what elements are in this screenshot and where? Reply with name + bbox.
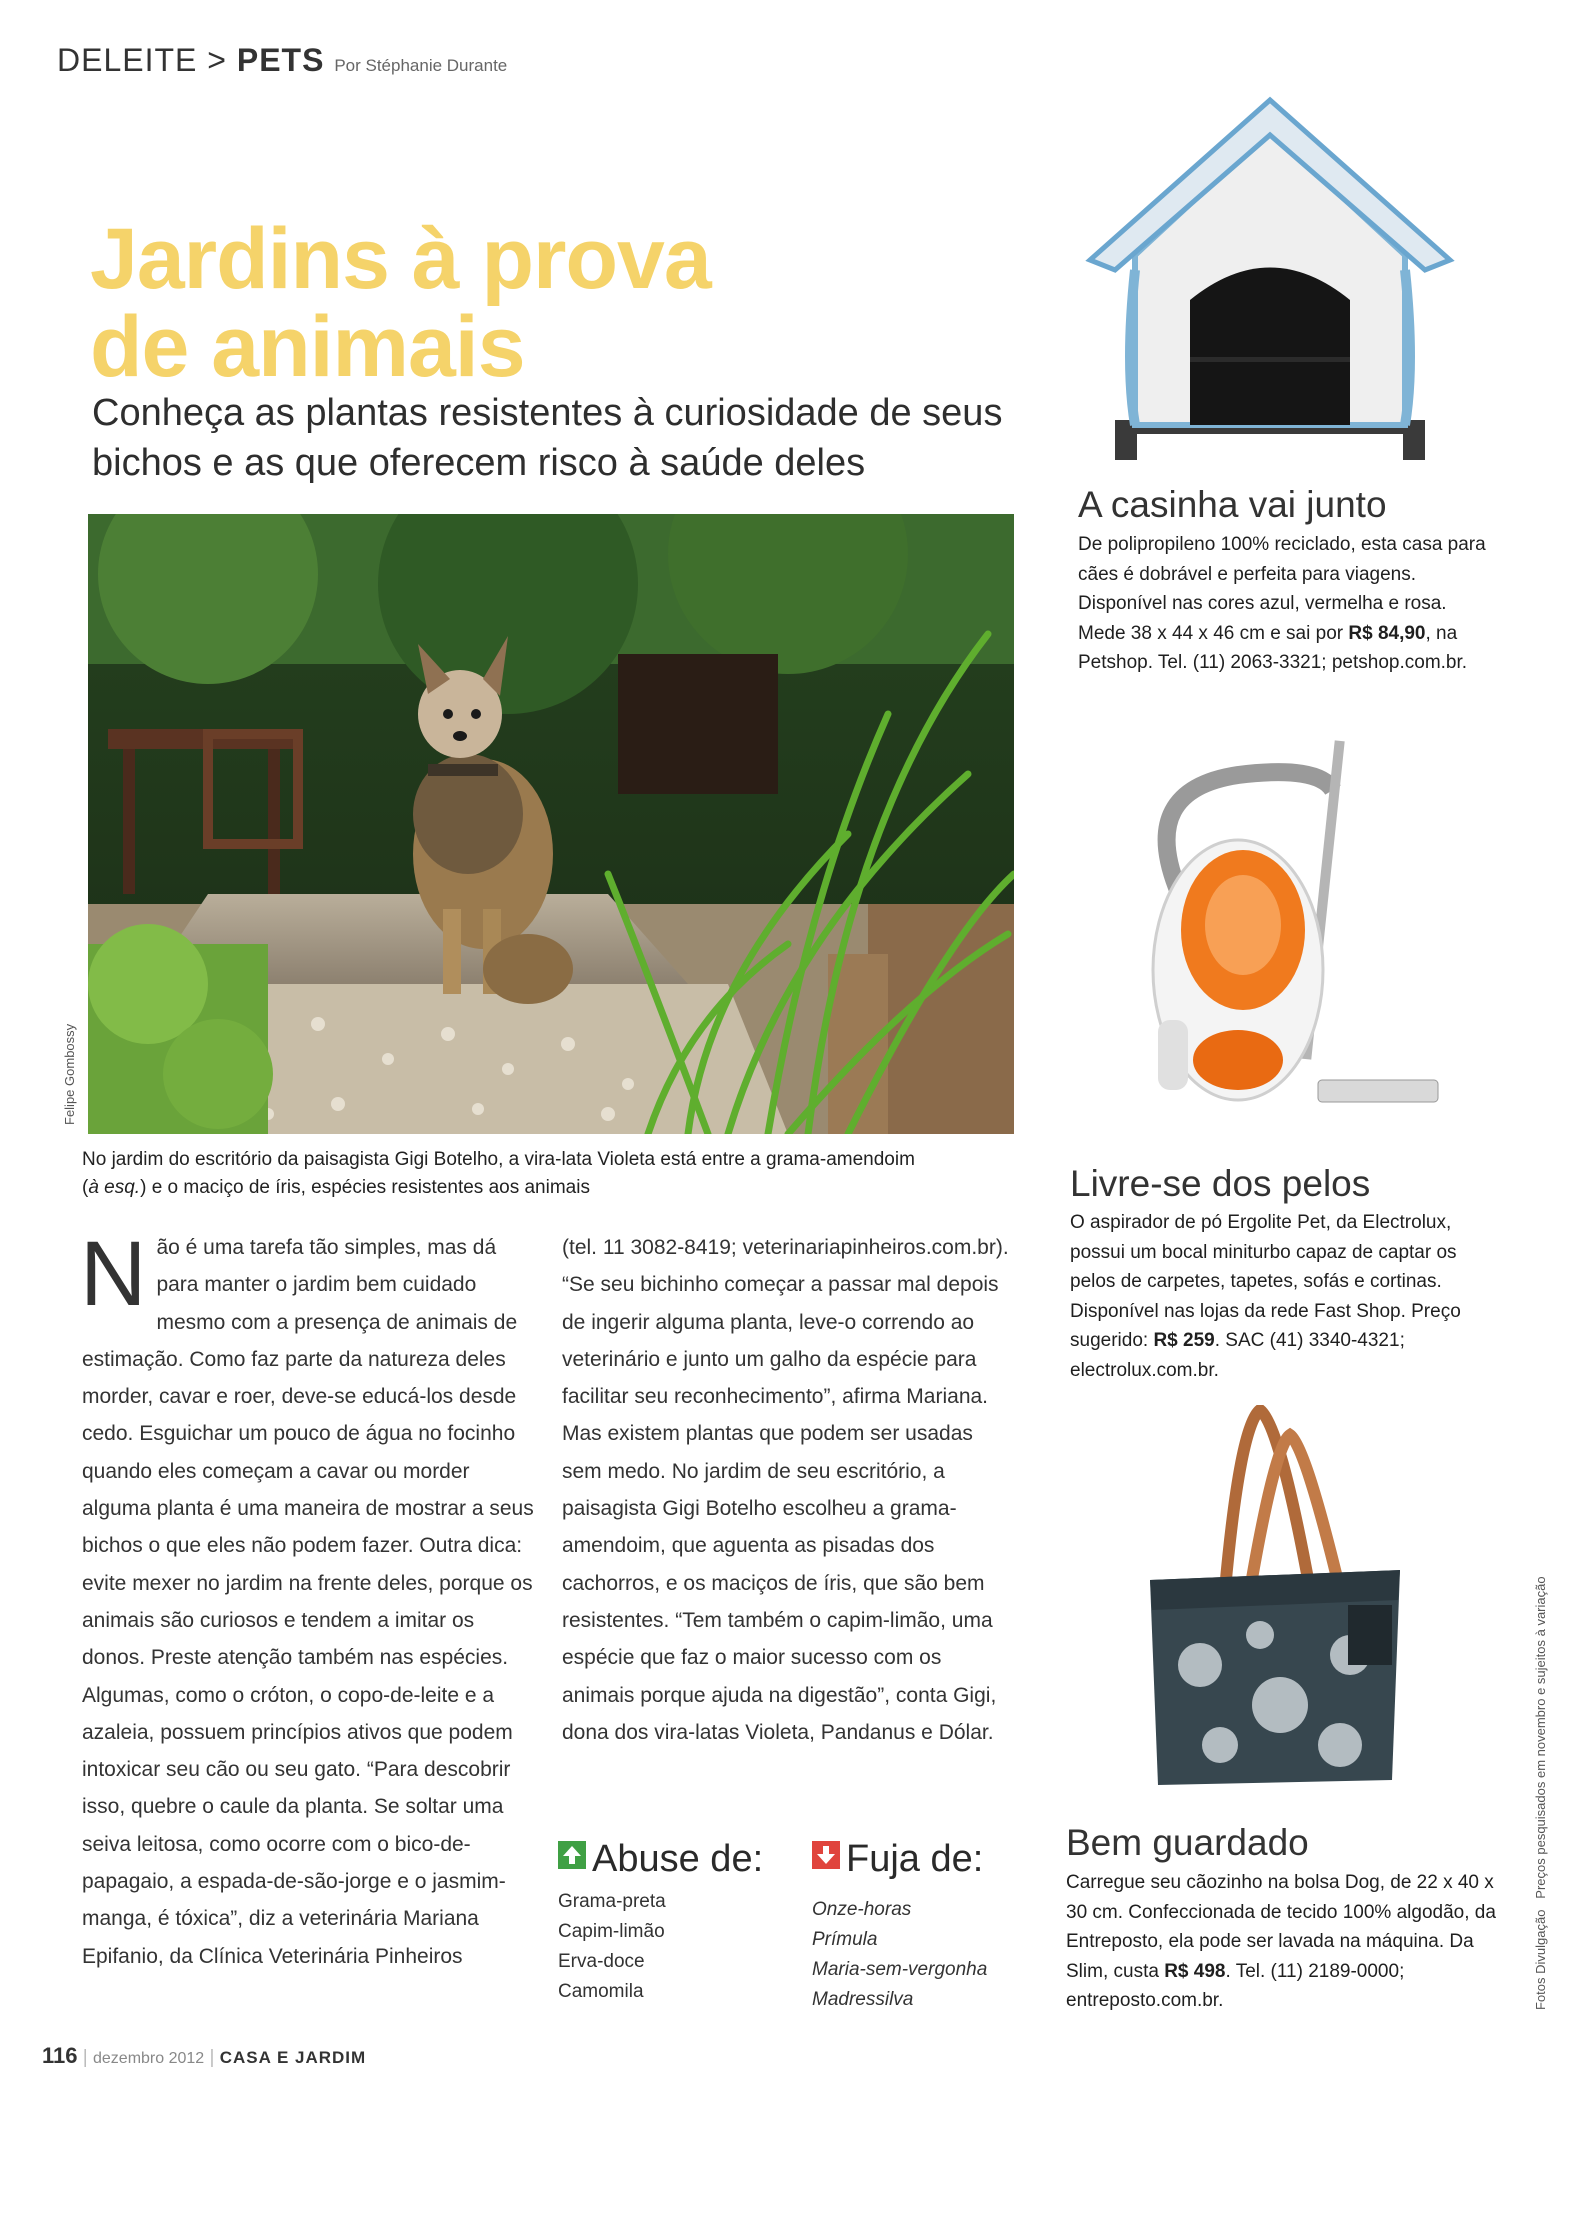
- drop-cap: N: [80, 1223, 147, 1325]
- body-column-1: [80, 1223, 537, 1975]
- product-contact: . SAC (41) 3340-4321; electrolux.com.br.: [1070, 1330, 1405, 1381]
- dog-house-illustration: [1080, 95, 1460, 470]
- product-price: R$ 259: [1153, 1330, 1215, 1351]
- abuse-list: [558, 1838, 798, 2007]
- list-item: Maria-sem-vergonha: [812, 1959, 988, 1980]
- photo-credit: Felipe Gombossy: [62, 1023, 77, 1125]
- dog-bag-illustration: [1130, 1405, 1420, 1795]
- dog-house-image: [1080, 95, 1460, 470]
- product-title-vacuum: Livre-se dos pelos: [1070, 1163, 1371, 1204]
- abuse-heading-text: Abuse de:: [592, 1838, 764, 1880]
- fuja-items: [812, 1895, 1032, 2015]
- page-footer: [42, 2043, 366, 2069]
- body-column-2: (tel. 11 3082-8419; veterinariapinheiros.com.br). “Se seu bichinho começar a passar mal depois de ingerir alguma planta, leve-o correndo ao veterinário e junto um galho da espécie para facilitar seu reconhecimento”, afirma Mariana. Mas existem plantas que podem ser usadas sem medo. No jardim de seu escritório, a paisagista Gigi Botelho escolheu a grama-amendoim, que aguenta as pisadas dos cachorros, e os maciços de íris, que são bem resistentes. “Tem também o capim-limão, uma espécie que faz o maior sucesso com os animais porque ajuda na digestão”, conta Gigi, dona dos vira-latas Violeta, Pandanus e Dólar.: [562, 1236, 1009, 1744]
- product-description: O aspirador de pó Ergolite Pet, da Electrolux, possui um bocal miniturbo capaz de captar os pelos de carpetes, tapetes, sofás e cortinas. Disponível nas lojas da rede Fast Shop. Preço sugerido:: [1070, 1212, 1461, 1351]
- abuse-items: [558, 1887, 798, 2007]
- fuja-list: [812, 1838, 1032, 2015]
- product-price: R$ 84,90: [1348, 622, 1426, 644]
- garden-dog-illustration: [88, 514, 1014, 1134]
- vacuum-cleaner-image: [1118, 730, 1448, 1130]
- list-item: Onze-horas: [812, 1899, 912, 1920]
- list-item: Camomila: [558, 1981, 644, 2002]
- caption-text-end: ) e o maciço de íris, espécies resistentes aos animais: [140, 1177, 590, 1198]
- article-subtitle: Conheça as plantas resistentes à curiosidade de seus bichos e as que oferecem risco à saúde deles: [92, 392, 1003, 484]
- category-name: PETS: [236, 42, 325, 78]
- list-item: Erva-doce: [558, 1951, 645, 1972]
- product-contact: . Tel. (11) 2189-0000; entreposto.com.br.: [1066, 1960, 1405, 2011]
- product-contact: , na Petshop. Tel. (11) 2063-3321; petshop.com.br.: [1078, 622, 1468, 673]
- product-text-vacuum: [1070, 1208, 1500, 1385]
- page-number: 116: [42, 2043, 78, 2068]
- photo-caption: [82, 1146, 932, 1202]
- arrow-down-icon: [812, 1841, 840, 1869]
- list-item: Capim-limão: [558, 1921, 665, 1942]
- side-credit: [1533, 1576, 1548, 2010]
- product-title-dog-house: A casinha vai junto: [1078, 484, 1387, 525]
- product-description: De polipropileno 100% reciclado, esta casa para cães é dobrável e perfeita para viagens. Disponível nas cores azul, vermelha e rosa. Mede 38 x 44 x 46 cm e sai por: [1078, 534, 1486, 644]
- fuja-heading: [812, 1838, 1032, 1881]
- list-item: Grama-preta: [558, 1891, 666, 1912]
- byline: Por Stéphanie Durante: [334, 56, 508, 75]
- price-disclaimer: Preços pesquisados em novembro e sujeitos à variação: [1533, 1576, 1548, 1899]
- product-price: R$ 498: [1164, 1960, 1226, 1982]
- fuja-heading-text: Fuja de:: [846, 1838, 984, 1880]
- list-item: Prímula: [812, 1929, 878, 1950]
- article-title: Jardins à prova de animais: [90, 211, 711, 395]
- product-description: Carregue seu cãozinho na bolsa Dog, de 22 x 40 x 30 cm. Confeccionada de tecido 100% algodão, da Entreposto, ela pode ser lavada na máquina. Da Slim, custa: [1066, 1872, 1496, 1982]
- footer-separator: |: [82, 2047, 88, 2068]
- magazine-name: CASA E JARDIM: [219, 2048, 367, 2067]
- section-header: [57, 42, 507, 79]
- caption-italic: à esq.: [88, 1177, 141, 1198]
- abuse-heading: [558, 1838, 798, 1881]
- section-name: DELEITE: [57, 42, 198, 78]
- issue-date: dezembro 2012: [93, 2050, 205, 2067]
- footer-separator-2: |: [209, 2047, 215, 2068]
- vacuum-illustration: [1118, 730, 1448, 1130]
- breadcrumb-separator: >: [207, 42, 227, 78]
- caption-text: No jardim do escritório da paisagista Gigi Botelho, a vira-lata Violeta está entre a grama-amendoim (: [82, 1149, 915, 1198]
- product-title-bag: Bem guardado: [1066, 1822, 1309, 1863]
- dog-bag-image: [1130, 1405, 1420, 1795]
- body-text-1: ão é uma tarefa tão simples, mas dá para manter o jardim bem cuidado mesmo com a presença de animais de estimação. Como faz parte da natureza deles morder, cavar e roer, deve-se educá-los desde cedo. Esguichar um pouco de água no focinho quando eles começam a cavar ou morder alguma planta é uma maneira de mostrar a seus bichos o que eles não podem fazer. Outra dica: evite mexer no jardim na frente deles, porque os animais são curiosos e tendem a imitar os donos. Preste atenção também nas espécies. Algumas, como o cróton, o copo-de-leite e a azaleia, possuem princípios ativos que podem intoxicar seu cão ou seu gato. “Para descobrir isso, quebre o caule da planta. Se soltar uma seiva leitosa, como ocorre com o bico-de-papagaio, a espada-de-são-jorge e o jasmim-manga, é tóxica”, diz a veterinária Mariana Epifanio, da Clínica Veterinária Pinheiros: [82, 1236, 534, 1968]
- photo-credit-side: Fotos Divulgação: [1533, 1909, 1548, 2010]
- product-text-dog-house: [1078, 530, 1498, 678]
- product-text-bag: [1066, 1868, 1496, 2016]
- list-item: Madressilva: [812, 1989, 914, 2010]
- garden-dog-photo: [88, 514, 1014, 1134]
- arrow-up-icon: [558, 1841, 586, 1869]
